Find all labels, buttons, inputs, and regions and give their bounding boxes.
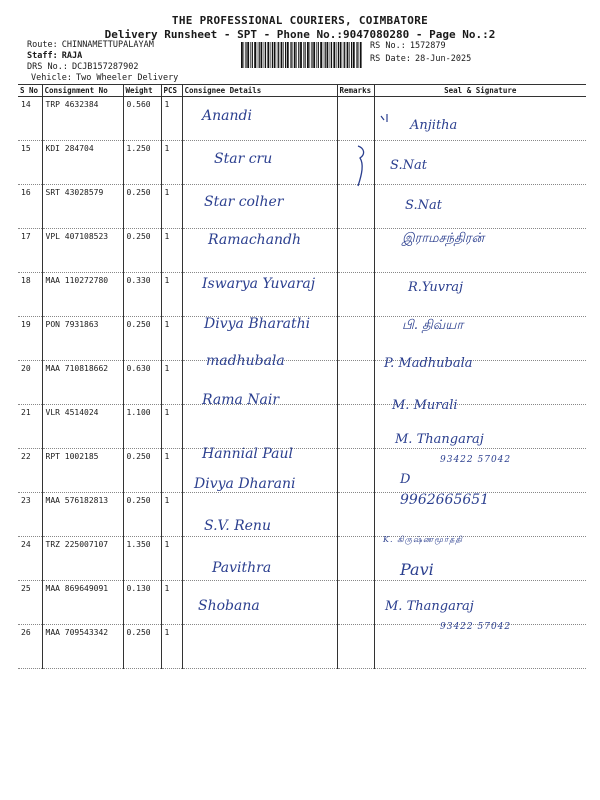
handwritten-signature: M. Murali xyxy=(392,398,458,413)
col-remarks: Remarks xyxy=(337,85,374,97)
row-weight: 0.250 xyxy=(123,229,161,273)
row-remarks xyxy=(337,361,374,405)
row-sno: 22 xyxy=(18,449,42,493)
table-row xyxy=(18,581,586,625)
route-value: CHINNAMETTUPALAYAM xyxy=(61,40,154,50)
table-row xyxy=(18,537,586,581)
route-label: Route: xyxy=(27,40,58,50)
row-pcs: 1 xyxy=(161,185,182,229)
staff-value: RAJA xyxy=(61,51,83,61)
row-weight: 0.250 xyxy=(123,185,161,229)
rs-date-value: 28-Jun-2025 xyxy=(414,54,472,64)
row-sno: 20 xyxy=(18,361,42,405)
row-pcs: 1 xyxy=(161,625,182,669)
handwritten-signature: Pavi xyxy=(400,560,434,579)
row-weight: 1.250 xyxy=(123,141,161,185)
rs-date-label: RS Date: xyxy=(370,54,411,64)
row-sno: 14 xyxy=(18,97,42,141)
row-remarks xyxy=(337,405,374,449)
row-weight: 0.250 xyxy=(123,317,161,361)
handwritten-consignee: Star cru xyxy=(214,151,273,167)
row-consignment: TRP 4632384 xyxy=(42,97,123,141)
row-pcs: 1 xyxy=(161,97,182,141)
row-sign xyxy=(374,273,586,317)
table-row xyxy=(18,493,586,537)
row-consignment: MAA 110272780 xyxy=(42,273,123,317)
row-pcs: 1 xyxy=(161,273,182,317)
row-consignment: PON 7931863 xyxy=(42,317,123,361)
handwritten-signature: M. Thangaraj xyxy=(395,432,484,447)
handwritten-phone: 93422 57042 xyxy=(440,622,512,632)
handwritten-signature: பி. திவ்யா xyxy=(402,318,464,333)
handwritten-signature: S.Nat xyxy=(390,158,427,173)
staff-info xyxy=(27,51,82,61)
handwritten-consignee: Divya Dharani xyxy=(194,476,296,492)
row-sno: 23 xyxy=(18,493,42,537)
runsheet-table xyxy=(18,84,586,669)
row-sign xyxy=(374,97,586,141)
row-pcs: 1 xyxy=(161,449,182,493)
row-pcs: 1 xyxy=(161,361,182,405)
row-weight: 0.330 xyxy=(123,273,161,317)
row-sno: 21 xyxy=(18,405,42,449)
col-pcs: PCS xyxy=(161,85,182,97)
tick-mark-icon xyxy=(378,110,398,126)
row-consignment: RPT 1002185 xyxy=(42,449,123,493)
row-weight: 0.130 xyxy=(123,581,161,625)
row-weight: 0.630 xyxy=(123,361,161,405)
row-remarks xyxy=(337,581,374,625)
handwritten-signature: இராமசந்திரன் xyxy=(402,231,485,246)
table-row xyxy=(18,185,586,229)
row-remarks xyxy=(337,273,374,317)
row-consignment: MAA 869649091 xyxy=(42,581,123,625)
vehicle-label: Vehicle: xyxy=(31,73,72,83)
row-remarks xyxy=(337,493,374,537)
handwritten-signature: D xyxy=(400,472,411,487)
rs-number-label: RS No.: xyxy=(370,41,406,51)
handwritten-consignee: Anandi xyxy=(202,108,252,124)
row-sno: 17 xyxy=(18,229,42,273)
col-weight: Weight xyxy=(123,85,161,97)
handwritten-consignee: S.V. Renu xyxy=(204,518,271,534)
row-consignment: TRZ 225007107 xyxy=(42,537,123,581)
row-sno: 26 xyxy=(18,625,42,669)
row-sno: 16 xyxy=(18,185,42,229)
row-weight: 0.250 xyxy=(123,493,161,537)
vehicle-info xyxy=(31,73,178,83)
table-header-row xyxy=(18,85,586,97)
row-remarks xyxy=(337,537,374,581)
row-sno: 24 xyxy=(18,537,42,581)
handwritten-signature: M. Thangaraj xyxy=(385,599,474,614)
handwritten-consignee: Rama Nair xyxy=(202,392,280,408)
handwritten-consignee: Star colher xyxy=(204,194,284,210)
row-sno: 18 xyxy=(18,273,42,317)
rs-number-info xyxy=(370,41,446,51)
handwritten-signature: S.Nat xyxy=(405,198,442,213)
table-row xyxy=(18,405,586,449)
row-remarks xyxy=(337,625,374,669)
handwritten-phone: 93422 57042 xyxy=(440,455,512,465)
rs-date-info xyxy=(370,54,471,64)
row-consignment: MAA 576182813 xyxy=(42,493,123,537)
row-consignment: MAA 709543342 xyxy=(42,625,123,669)
row-sno: 19 xyxy=(18,317,42,361)
handwritten-phone: 9962665651 xyxy=(400,492,490,508)
col-sign: Seal & Signature xyxy=(374,85,586,97)
row-weight: 0.250 xyxy=(123,449,161,493)
drs-label: DRS No.: xyxy=(27,62,68,72)
col-details: Consignee Details xyxy=(182,85,337,97)
row-pcs: 1 xyxy=(161,493,182,537)
row-details xyxy=(182,405,337,449)
col-sno: S No xyxy=(18,85,42,97)
row-consignment: SRT 43028579 xyxy=(42,185,123,229)
row-weight: 0.250 xyxy=(123,625,161,669)
handwritten-consignee: Pavithra xyxy=(212,560,272,576)
row-pcs: 1 xyxy=(161,141,182,185)
handwritten-consignee: Shobana xyxy=(198,598,260,614)
row-pcs: 1 xyxy=(161,405,182,449)
row-remarks xyxy=(337,229,374,273)
row-pcs: 1 xyxy=(161,537,182,581)
row-remarks xyxy=(337,97,374,141)
handwritten-signature: P. Madhubala xyxy=(384,356,473,371)
drs-info xyxy=(27,62,138,72)
table-row xyxy=(18,361,586,405)
row-weight: 1.350 xyxy=(123,537,161,581)
vehicle-value: Two Wheeler Delivery xyxy=(75,73,179,83)
runsheet-subtitle: Delivery Runsheet - SPT - Phone No.:9047080280 - Page No.:2 xyxy=(104,28,496,41)
handwritten-consignee: Divya Bharathi xyxy=(204,316,311,332)
route-info xyxy=(27,40,154,50)
row-consignment: VPL 407108523 xyxy=(42,229,123,273)
row-remarks xyxy=(337,317,374,361)
row-sno: 15 xyxy=(18,141,42,185)
row-weight: 1.100 xyxy=(123,405,161,449)
row-pcs: 1 xyxy=(161,317,182,361)
row-consignment: KDI 284704 xyxy=(42,141,123,185)
rs-number-value: 1572879 xyxy=(409,41,446,51)
row-consignment: VLR 4514024 xyxy=(42,405,123,449)
table-row xyxy=(18,229,586,273)
staff-label: Staff: xyxy=(27,51,58,61)
barcode-icon xyxy=(240,42,362,68)
row-weight: 0.560 xyxy=(123,97,161,141)
table-row xyxy=(18,141,586,185)
row-sno: 25 xyxy=(18,581,42,625)
table-row xyxy=(18,97,586,141)
drs-value: DCJB157287902 xyxy=(71,62,139,72)
handwritten-consignee: Hannial Paul xyxy=(202,446,293,462)
handwritten-consignee: Iswarya Yuvaraj xyxy=(202,276,316,292)
row-details xyxy=(182,625,337,669)
handwritten-consignee: madhubala xyxy=(206,353,285,369)
remark-mark-icon xyxy=(344,142,374,192)
company-title: THE PROFESSIONAL COURIERS, COIMBATORE xyxy=(171,14,429,27)
row-pcs: 1 xyxy=(161,581,182,625)
handwritten-signature: R.Yuvraj xyxy=(408,280,464,295)
col-consignment: Consignment No xyxy=(42,85,123,97)
row-pcs: 1 xyxy=(161,229,182,273)
handwritten-consignee: Ramachandh xyxy=(208,232,302,248)
row-remarks xyxy=(337,449,374,493)
row-consignment: MAA 710818662 xyxy=(42,361,123,405)
handwritten-signature: Anjitha xyxy=(410,118,458,133)
handwritten-signature: K. கிருஷ்ணமூர்த்தி xyxy=(383,535,463,544)
